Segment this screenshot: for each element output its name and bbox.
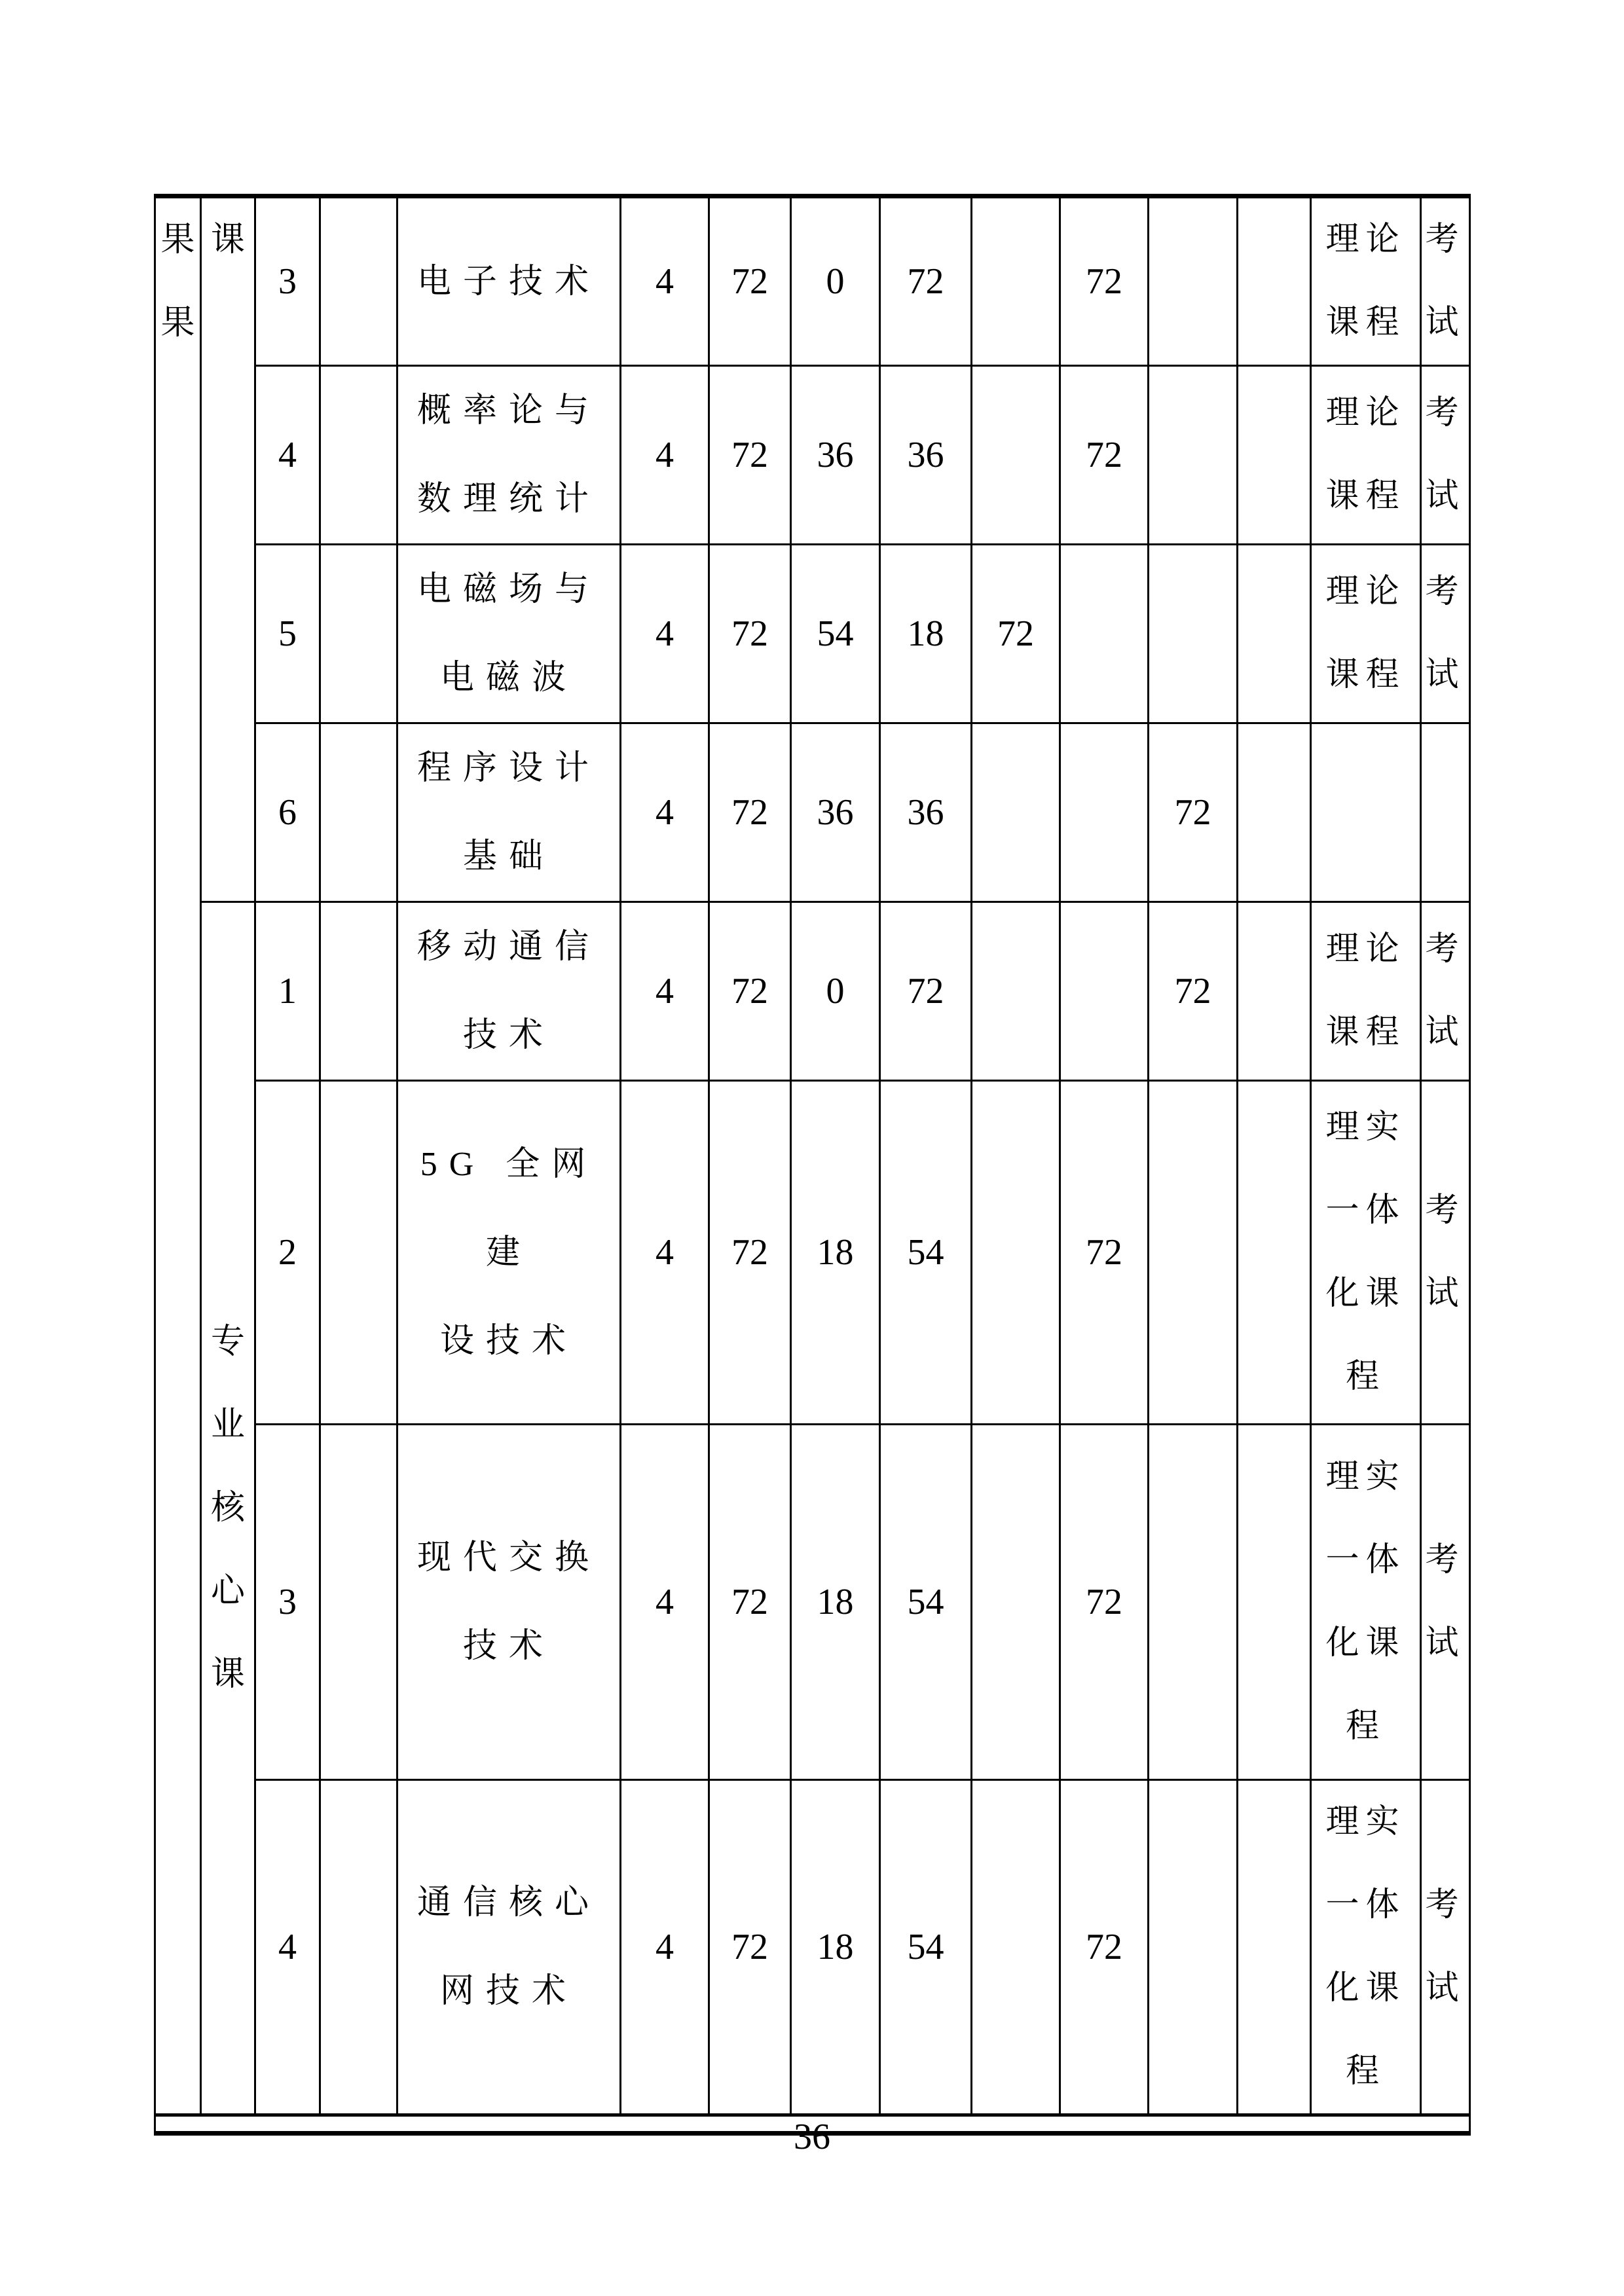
exam-line: 试 [1425, 478, 1466, 515]
group2-label-cell [201, 902, 255, 2115]
vertical-char: 核 [210, 1489, 245, 1527]
cell-sem2 [1060, 723, 1149, 902]
exam-line: 试 [1425, 1970, 1466, 2007]
cell-exam-type [1421, 723, 1470, 902]
exam-line: 试 [1425, 1014, 1466, 1051]
exam-line: 考 [1425, 395, 1466, 431]
vertical-char: 业 [210, 1406, 245, 1444]
table-row [155, 366, 1470, 545]
cell-practice-hours: 36 [880, 723, 972, 902]
cell-sem3 [1149, 1425, 1238, 1780]
cell-sem1: 72 [972, 545, 1060, 723]
table-row [155, 545, 1470, 723]
type-line: 化课 [1325, 1625, 1406, 1662]
type-line: 程 [1345, 1708, 1386, 1745]
cell-sem4 [1238, 902, 1311, 1081]
cell-course-name [397, 902, 621, 1081]
cell-exam-type [1421, 196, 1470, 366]
cell-course-type [1311, 545, 1421, 723]
cell-total-hours: 72 [709, 366, 791, 545]
name-line: 移动通信 [416, 928, 600, 966]
cell-code [320, 366, 397, 545]
cell-credits: 4 [621, 1081, 709, 1425]
cell-practice-hours: 54 [880, 1425, 972, 1780]
type-line: 理论 [1325, 574, 1406, 610]
vertical-char: 课 [210, 221, 245, 259]
cell-credits: 4 [621, 366, 709, 545]
name-line: 通信核心 [416, 1884, 600, 1922]
cell-total-hours: 72 [709, 902, 791, 1081]
cell-course-name [397, 545, 621, 723]
cell-course-name [397, 366, 621, 545]
cell-code [320, 1780, 397, 2115]
cell-sem4 [1238, 545, 1311, 723]
cell-practice-hours: 18 [880, 545, 972, 723]
cell-exam-type [1421, 1780, 1470, 2115]
cell-sem1 [972, 902, 1060, 1081]
type-line: 理论 [1325, 221, 1406, 258]
name-line: 程序设计 [416, 750, 600, 787]
name-line: 网技术 [439, 1973, 578, 2010]
type-line: 程 [1345, 2053, 1386, 2090]
cell-course-name [397, 196, 621, 366]
cell-course-type [1311, 196, 1421, 366]
type-line: 程 [1345, 1358, 1386, 1395]
vertical-char: 专 [210, 1323, 245, 1360]
name-line: 基础 [462, 838, 555, 875]
cell-course-name [397, 1425, 621, 1780]
exam-line: 考 [1425, 1887, 1466, 1923]
exam-line: 考 [1425, 221, 1466, 258]
vertical-char: 课 [210, 1656, 245, 1693]
cell-sem3: 72 [1149, 723, 1238, 902]
cell-sem2: 72 [1060, 1780, 1149, 2115]
name-line: 概率论与 [416, 392, 600, 429]
cell-practice-hours: 36 [880, 366, 972, 545]
name-line: 技术 [462, 1628, 555, 1665]
cell-sem1 [972, 366, 1060, 545]
cell-theory-hours: 0 [791, 902, 880, 1081]
name-line: 设技术 [439, 1322, 578, 1360]
vertical-char: 果 [160, 221, 195, 259]
exam-line: 试 [1425, 657, 1466, 693]
table-row [155, 196, 1470, 366]
cell-sem2: 72 [1060, 196, 1149, 366]
cell-practice-hours: 54 [880, 1081, 972, 1425]
cell-sem4 [1238, 723, 1311, 902]
cell-total-hours: 72 [709, 1780, 791, 2115]
cell-credits: 4 [621, 1780, 709, 2115]
type-line: 化课 [1325, 1970, 1406, 2007]
cell-code [320, 1425, 397, 1780]
type-line: 理论 [1325, 395, 1406, 431]
cell-theory-hours: 54 [791, 545, 880, 723]
cell-course-type [1311, 1081, 1421, 1425]
exam-line: 考 [1425, 1192, 1466, 1229]
exam-line: 考 [1425, 1542, 1466, 1578]
cell-sem1 [972, 1425, 1060, 1780]
cell-course-type [1311, 1425, 1421, 1780]
cell-sem3 [1149, 1081, 1238, 1425]
cell-credits: 4 [621, 723, 709, 902]
cell-credits: 4 [621, 902, 709, 1081]
cell-exam-type [1421, 366, 1470, 545]
cell-total-hours: 72 [709, 723, 791, 902]
cell-exam-type [1421, 1081, 1470, 1425]
table-row [155, 1780, 1470, 2115]
cell-code [320, 196, 397, 366]
group1-label-cell [201, 196, 255, 902]
cell-course-type [1311, 902, 1421, 1081]
cell-sem3: 72 [1149, 902, 1238, 1081]
cell-theory-hours: 36 [791, 366, 880, 545]
cell-code [320, 545, 397, 723]
cell-sem4 [1238, 366, 1311, 545]
cell-credits: 4 [621, 545, 709, 723]
type-line: 理实 [1325, 1459, 1406, 1495]
table-row [155, 1425, 1470, 1780]
exam-line: 试 [1425, 1625, 1466, 1662]
cell-theory-hours: 18 [791, 1780, 880, 2115]
name-line: 电磁波 [439, 659, 578, 697]
cell-practice-hours: 54 [880, 1780, 972, 2115]
type-line: 化课 [1325, 1275, 1406, 1312]
type-line: 一体 [1325, 1887, 1406, 1923]
cell-code [320, 902, 397, 1081]
cell-credits: 4 [621, 196, 709, 366]
cell-seq: 3 [255, 196, 320, 366]
cell-theory-hours: 18 [791, 1081, 880, 1425]
cell-sem4 [1238, 196, 1311, 366]
type-line: 一体 [1325, 1542, 1406, 1578]
cell-sem1 [972, 1780, 1060, 2115]
cell-seq: 5 [255, 545, 320, 723]
cell-sem2 [1060, 545, 1149, 723]
exam-line: 试 [1425, 1275, 1466, 1312]
cell-sem2: 72 [1060, 366, 1149, 545]
cell-course-type [1311, 1780, 1421, 2115]
type-line: 一体 [1325, 1192, 1406, 1229]
exam-line: 考 [1425, 574, 1466, 610]
cell-sem4 [1238, 1081, 1311, 1425]
type-line: 课程 [1325, 657, 1406, 693]
curriculum-table [154, 194, 1471, 2136]
cell-course-name [397, 723, 621, 902]
table-row [155, 723, 1470, 902]
cell-practice-hours: 72 [880, 902, 972, 1081]
cell-course-name [397, 1081, 621, 1425]
exam-line: 试 [1425, 304, 1466, 341]
cell-exam-type [1421, 1425, 1470, 1780]
name-line: 电子技术 [416, 263, 600, 301]
cell-total-hours: 72 [709, 1081, 791, 1425]
cell-sem3 [1149, 196, 1238, 366]
vertical-char: 果 [160, 304, 195, 342]
cell-sem1 [972, 723, 1060, 902]
cell-sem3 [1149, 545, 1238, 723]
cell-seq: 4 [255, 366, 320, 545]
type-line: 理论 [1325, 931, 1406, 968]
cell-exam-type [1421, 902, 1470, 1081]
cell-practice-hours: 72 [880, 196, 972, 366]
cell-sem2: 72 [1060, 1425, 1149, 1780]
name-line: 5G 全网建 [420, 1145, 598, 1271]
type-line: 课程 [1325, 1014, 1406, 1051]
cell-sem3 [1149, 366, 1238, 545]
cell-sem1 [972, 196, 1060, 366]
cell-course-type [1311, 723, 1421, 902]
cell-seq: 3 [255, 1425, 320, 1780]
type-line: 课程 [1325, 478, 1406, 515]
cell-seq: 1 [255, 902, 320, 1081]
cell-code [320, 723, 397, 902]
cell-total-hours: 72 [709, 196, 791, 366]
cell-seq: 6 [255, 723, 320, 902]
name-line: 数理统计 [416, 481, 600, 518]
cell-total-hours: 72 [709, 545, 791, 723]
page-number: 36 [794, 2117, 830, 2157]
exam-line: 考 [1425, 931, 1466, 968]
vertical-char: 心 [210, 1573, 245, 1610]
cell-sem1 [972, 1081, 1060, 1425]
table-row [155, 902, 1470, 1081]
cell-credits: 4 [621, 1425, 709, 1780]
name-line: 现代交换 [416, 1539, 600, 1576]
cell-exam-type [1421, 545, 1470, 723]
type-line: 理实 [1325, 1109, 1406, 1146]
name-line: 技术 [462, 1017, 555, 1054]
type-line: 理实 [1325, 1804, 1406, 1840]
category-column-cell [155, 196, 201, 2115]
cell-theory-hours: 18 [791, 1425, 880, 1780]
cell-sem3 [1149, 1780, 1238, 2115]
cell-course-type [1311, 366, 1421, 545]
cell-sem4 [1238, 1780, 1311, 2115]
cell-sem2: 72 [1060, 1081, 1149, 1425]
table-row [155, 1081, 1470, 1425]
type-line: 课程 [1325, 304, 1406, 341]
cell-theory-hours: 36 [791, 723, 880, 902]
cell-course-name [397, 1780, 621, 2115]
cell-sem4 [1238, 1425, 1311, 1780]
name-line: 电磁场与 [416, 571, 600, 608]
cell-seq: 2 [255, 1081, 320, 1425]
cell-theory-hours: 0 [791, 196, 880, 366]
cell-code [320, 1081, 397, 1425]
cell-total-hours: 72 [709, 1425, 791, 1780]
cell-seq: 4 [255, 1780, 320, 2115]
cell-sem2 [1060, 902, 1149, 1081]
